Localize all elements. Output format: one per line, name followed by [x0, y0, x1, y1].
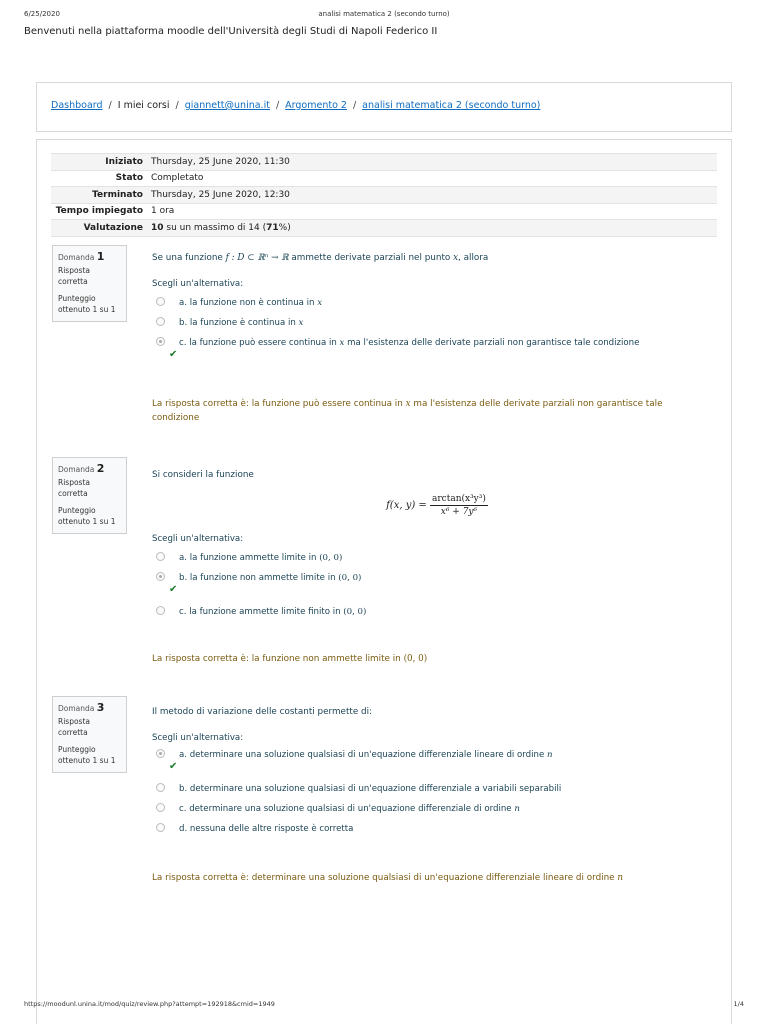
- grade-percent: 71: [266, 222, 279, 233]
- radio-button[interactable]: [156, 606, 165, 615]
- answer-option-3c[interactable]: [152, 799, 722, 819]
- formula-denominator: x⁶ + 7y⁶: [440, 507, 478, 517]
- feedback-3: [152, 871, 707, 885]
- question-text: Si consideri la funzione: [152, 470, 254, 480]
- question-body-2: [152, 469, 722, 622]
- summary-value: [151, 223, 291, 233]
- feedback-math: (0, 0): [403, 654, 428, 664]
- summary-value: 1 ora: [151, 206, 175, 217]
- answer-math: x: [317, 298, 323, 308]
- answer-option-3d[interactable]: [152, 819, 722, 839]
- breadcrumb-user-link[interactable]: giannett@unina.it: [184, 100, 270, 111]
- answer-label: c. la funzione può essere continua in: [179, 338, 340, 348]
- summary-label: Terminato: [92, 189, 143, 200]
- question-state: Risposta corretta: [58, 478, 90, 498]
- answer-option-2c[interactable]: [152, 602, 722, 622]
- feedback-text: La risposta corretta è: determinare una soluzione qualsiasi di un'equazione differenziale lineare di ordine: [152, 873, 618, 883]
- summary-label: Iniziato: [105, 156, 143, 167]
- summary-label: Valutazione: [83, 222, 143, 233]
- radio-button[interactable]: [156, 317, 165, 326]
- question-text: Il metodo di variazione delle costanti permette di:: [152, 707, 373, 717]
- summary-label: Tempo impiegato: [55, 206, 143, 217]
- radio-button[interactable]: [156, 297, 165, 306]
- breadcrumb-my-courses: I miei corsi: [117, 100, 170, 111]
- answer-math: x: [298, 318, 304, 328]
- answer-option-2a[interactable]: [152, 548, 722, 568]
- grade-score: 10: [151, 222, 164, 233]
- formula-fraction: [430, 494, 488, 517]
- print-page-number: 1/4: [733, 1000, 744, 1008]
- answer-prompt: Scegli un'alternativa:: [152, 534, 244, 544]
- summary-value: Thursday, 25 June 2020, 12:30: [151, 189, 290, 200]
- answer-prompt: Scegli un'alternativa:: [152, 733, 244, 743]
- feedback-text: La risposta corretta è: la funzione non ammette limite in: [152, 654, 404, 664]
- print-header: [24, 10, 744, 22]
- answer-label: b. determinare una soluzione qualsiasi di un'equazione differenziale a variabili separabili: [179, 784, 562, 794]
- feedback-1: [152, 397, 707, 425]
- answer-label: a. la funzione ammette limite in: [179, 553, 320, 563]
- question-grade: Punteggio ottenuto 1 su 1: [58, 745, 116, 765]
- answer-option-2b[interactable]: [152, 568, 722, 588]
- answer-label: b. la funzione è continua in: [179, 318, 299, 328]
- formula-numerator: arctan(x³y³): [432, 494, 486, 504]
- answer-option-3b[interactable]: [152, 779, 722, 799]
- answer-label: c. determinare una soluzione qualsiasi di un'equazione differenziale di ordine: [179, 804, 515, 814]
- answer-option-1b[interactable]: [152, 313, 722, 333]
- breadcrumb-dashboard-link[interactable]: Dashboard: [51, 100, 103, 111]
- question-info-1: [52, 245, 127, 322]
- answer-math: n: [546, 750, 553, 760]
- grade-max: su un massimo di 14 (: [163, 222, 267, 233]
- question-text-part: ammette derivate parziali nel punto: [288, 253, 454, 263]
- summary-row-grade: [51, 220, 717, 237]
- breadcrumb-separator: /: [352, 100, 357, 111]
- question-prefix: Domanda: [58, 704, 95, 713]
- answer-label: b. la funzione non ammette limite in: [179, 573, 339, 583]
- summary-row-time-taken: [51, 204, 717, 221]
- question-number: 1: [96, 250, 105, 263]
- radio-button[interactable]: [156, 823, 165, 832]
- answer-option-1c[interactable]: [152, 333, 722, 353]
- answer-math: x: [339, 338, 345, 348]
- answer-option-1a[interactable]: [152, 293, 722, 313]
- summary-value: Completato: [151, 173, 204, 184]
- question-body-3: [152, 706, 722, 839]
- question-prefix: Domanda: [58, 465, 95, 474]
- answer-math: (0, 0): [343, 607, 367, 617]
- question-math: x: [453, 253, 459, 263]
- site-title: Benvenuti nella piattaforma moodle dell'Università degli Studi di Napoli Federico II: [24, 26, 438, 37]
- feedback-text: ma l'esistenza delle derivate parziali non garantisce tale condizione: [152, 399, 663, 423]
- breadcrumb-topic-link[interactable]: Argomento 2: [285, 100, 347, 111]
- summary-row-started: [51, 154, 717, 171]
- correct-check-icon: ✔: [169, 349, 178, 360]
- answer-label: a. la funzione non è continua in: [179, 298, 318, 308]
- correct-check-icon: ✔: [169, 761, 178, 772]
- answer-prompt: Scegli un'alternativa:: [152, 279, 244, 289]
- summary-value: Thursday, 25 June 2020, 11:30: [151, 156, 290, 167]
- question-text-part: Se una funzione: [152, 253, 226, 263]
- breadcrumb-separator: /: [275, 100, 280, 111]
- answer-math: (0, 0): [338, 573, 362, 583]
- question-text-part: , allora: [458, 253, 489, 263]
- question-grade: Punteggio ottenuto 1 su 1: [58, 294, 116, 314]
- radio-button-selected[interactable]: [156, 572, 165, 581]
- answer-option-3a[interactable]: [152, 745, 722, 765]
- grade-end: %): [278, 222, 291, 233]
- radio-button-selected[interactable]: [156, 337, 165, 346]
- correct-check-icon: ✔: [169, 584, 178, 595]
- answer-label: a. determinare una soluzione qualsiasi di un'equazione differenziale lineare di ordine: [179, 750, 547, 760]
- function-formula: [152, 494, 722, 522]
- question-info-2: [52, 457, 127, 534]
- radio-button[interactable]: [156, 783, 165, 792]
- question-number: 3: [96, 701, 105, 714]
- question-text: [152, 252, 722, 265]
- print-date: 6/25/2020: [24, 10, 60, 18]
- feedback-text: La risposta corretta è: la funzione può essere continua in: [152, 399, 406, 409]
- breadcrumb-quiz-link[interactable]: analisi matematica 2 (secondo turno): [362, 100, 541, 111]
- question-grade: Punteggio ottenuto 1 su 1: [58, 506, 116, 526]
- question-prefix: Domanda: [58, 253, 95, 262]
- question-state: Risposta corretta: [58, 266, 90, 286]
- answer-math: n: [514, 804, 520, 814]
- formula-lhs: f(x, y) =: [386, 500, 427, 511]
- summary-row-completed: [51, 187, 717, 204]
- attempt-summary-table: [51, 153, 717, 237]
- feedback-math: n: [617, 873, 624, 883]
- breadcrumb-separator: /: [175, 100, 179, 111]
- radio-button-selected[interactable]: [156, 749, 165, 758]
- print-doc-title: analisi matematica 2 (secondo turno): [318, 10, 450, 18]
- answer-label-after: ma l'esistenza delle derivate parziali non garantisce tale condizione: [344, 338, 640, 348]
- question-number: 2: [96, 462, 105, 475]
- question-body-1: [152, 252, 722, 365]
- question-state: Risposta corretta: [58, 717, 90, 737]
- answer-label: c. la funzione ammette limite finito in: [179, 607, 344, 617]
- print-url: https://moodunl.unina.it/mod/quiz/review.php?attempt=192918&cmid=1949: [24, 1000, 275, 1008]
- print-footer: [24, 1000, 744, 1010]
- radio-button[interactable]: [156, 552, 165, 561]
- feedback-math: x: [405, 399, 411, 409]
- question-math: f : D ⊂ ℝⁿ → ℝ: [225, 253, 289, 263]
- feedback-2: [152, 652, 707, 666]
- breadcrumb: [51, 100, 540, 111]
- breadcrumb-container: [36, 82, 732, 132]
- question-info-3: [52, 696, 127, 773]
- answer-math: (0, 0): [319, 553, 343, 563]
- answer-label: d. nessuna delle altre risposte è corretta: [179, 824, 354, 834]
- summary-label: Stato: [115, 173, 143, 184]
- breadcrumb-separator: /: [108, 100, 112, 111]
- radio-button[interactable]: [156, 803, 165, 812]
- summary-row-state: [51, 171, 717, 188]
- quiz-review-region: [36, 139, 732, 1024]
